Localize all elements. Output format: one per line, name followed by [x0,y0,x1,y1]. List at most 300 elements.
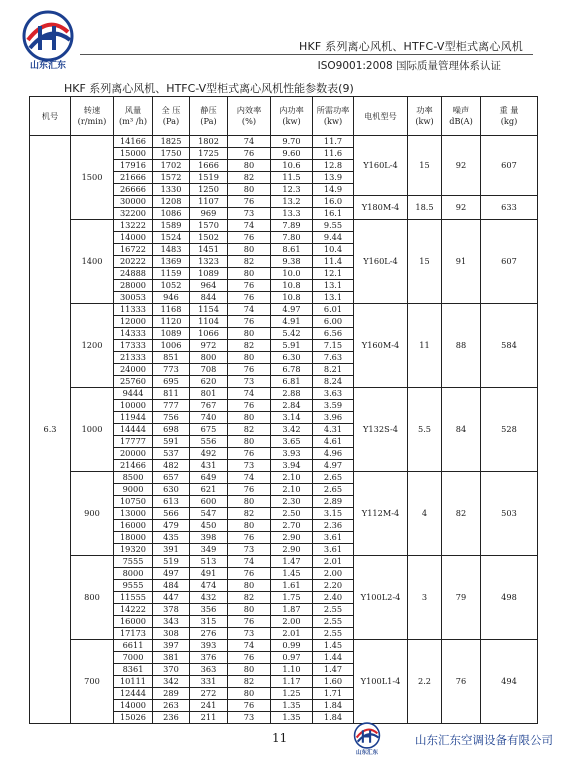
table-row [30,388,538,400]
data-cell: 621 [190,484,228,496]
data-cell: 1.35 [271,700,313,712]
data-cell: 211 [190,712,228,724]
data-cell: 811 [153,388,190,400]
data-cell: 73 [228,208,271,220]
data-cell: 80 [228,160,271,172]
data-cell: 698 [153,424,190,436]
data-cell: 32200 [114,208,153,220]
data-cell: 80 [228,664,271,676]
speed-cell: 1000 [71,388,114,472]
data-cell: 356 [190,604,228,616]
data-cell: 76 [228,484,271,496]
data-cell: 8.61 [271,244,313,256]
col-internal-eff: 内效率 (%) [228,97,271,136]
data-cell: 740 [190,412,228,424]
data-cell: 13222 [114,220,153,232]
data-cell: 8.24 [313,376,354,388]
header-title: HKF 系列离心风机、HTFC-V型柜式离心风机 [299,40,523,53]
data-cell: 80 [228,244,271,256]
data-cell: 1168 [153,304,190,316]
data-cell: 844 [190,292,228,304]
data-cell: 432 [190,592,228,604]
data-cell: 6.56 [313,328,354,340]
machine-no-cell: 6.3 [30,136,71,724]
data-cell: 21666 [114,172,153,184]
data-cell: 2.89 [313,496,354,508]
motor-cell: Y112M-4 [354,472,408,556]
data-cell: 2.65 [313,472,354,484]
data-cell: 9444 [114,388,153,400]
data-cell: 76 [228,400,271,412]
data-cell: 80 [228,436,271,448]
data-cell: 657 [153,472,190,484]
data-cell: 73 [228,376,271,388]
table-row [30,640,538,652]
data-cell: 7.80 [271,232,313,244]
data-cell: 1330 [153,184,190,196]
data-cell: 30000 [114,196,153,208]
data-cell: 2.00 [271,616,313,628]
motor-cell: Y160L-4 [354,136,408,196]
weight-cell: 633 [481,196,538,220]
data-cell: 80 [228,688,271,700]
data-cell: 16.1 [313,208,354,220]
col-internal-power: 内功率 (kw) [271,97,313,136]
company-logo-icon [20,10,76,64]
data-cell: 9000 [114,484,153,496]
data-cell: 5.91 [271,340,313,352]
data-cell: 1.87 [271,604,313,616]
power-cell: 11 [408,304,442,388]
data-cell: 566 [153,508,190,520]
data-cell: 11.4 [313,256,354,268]
data-cell: 4.91 [271,316,313,328]
data-cell: 80 [228,352,271,364]
data-cell: 76 [228,700,271,712]
data-cell: 556 [190,436,228,448]
data-cell: 2.55 [313,616,354,628]
data-cell: 1052 [153,280,190,292]
table-row [30,304,538,316]
data-cell: 331 [190,676,228,688]
power-cell: 2.2 [408,640,442,724]
data-cell: 4.97 [313,460,354,472]
data-cell: 7.15 [313,340,354,352]
data-cell: 2.70 [271,520,313,532]
data-cell: 11333 [114,304,153,316]
data-cell: 6.81 [271,376,313,388]
data-cell: 447 [153,592,190,604]
data-cell: 74 [228,136,271,148]
data-cell: 10.0 [271,268,313,280]
data-cell: 19320 [114,544,153,556]
speed-cell: 900 [71,472,114,556]
noise-cell: 84 [442,388,481,472]
data-cell: 76 [228,232,271,244]
data-cell: 82 [228,256,271,268]
data-cell: 1.75 [271,592,313,604]
footer-logo-text: 山东汇东 [355,750,378,756]
weight-cell: 503 [481,472,538,556]
data-cell: 1.71 [313,688,354,700]
data-cell: 12.1 [313,268,354,280]
page-number: 11 [272,731,288,745]
data-cell: 9.44 [313,232,354,244]
data-cell: 1104 [190,316,228,328]
data-cell: 25760 [114,376,153,388]
data-cell: 484 [153,580,190,592]
data-cell: 497 [153,568,190,580]
data-cell: 349 [190,544,228,556]
data-cell: 7000 [114,652,153,664]
data-cell: 16000 [114,520,153,532]
data-cell: 972 [190,340,228,352]
data-cell: 519 [153,556,190,568]
data-cell: 1.84 [313,700,354,712]
noise-cell: 92 [442,196,481,220]
data-cell: 964 [190,280,228,292]
data-cell: 773 [153,364,190,376]
data-cell: 13.3 [271,208,313,220]
data-cell: 1.84 [313,712,354,724]
data-cell: 1208 [153,196,190,208]
data-cell: 18000 [114,532,153,544]
data-cell: 14444 [114,424,153,436]
weight-cell: 607 [481,136,538,196]
data-cell: 1.45 [271,568,313,580]
data-cell: 1825 [153,136,190,148]
col-power: 功率 (kw) [408,97,442,136]
col-noise: 噪声 dB(A) [442,97,481,136]
data-cell: 11.5 [271,172,313,184]
data-cell: 3.15 [313,508,354,520]
data-cell: 2.30 [271,496,313,508]
data-cell: 76 [228,316,271,328]
data-cell: 9.38 [271,256,313,268]
data-cell: 1089 [153,328,190,340]
power-cell: 5.5 [408,388,442,472]
data-cell: 695 [153,376,190,388]
data-cell: 17173 [114,628,153,640]
data-cell: 76 [228,148,271,160]
data-cell: 2.55 [313,628,354,640]
weight-cell: 528 [481,388,538,472]
noise-cell: 82 [442,472,481,556]
data-cell: 1483 [153,244,190,256]
power-cell: 18.5 [408,196,442,220]
data-cell: 7.63 [313,352,354,364]
data-cell: 513 [190,556,228,568]
data-cell: 10750 [114,496,153,508]
data-cell: 2.20 [313,580,354,592]
data-cell: 1006 [153,340,190,352]
data-cell: 391 [153,544,190,556]
data-cell: 946 [153,292,190,304]
data-cell: 236 [153,712,190,724]
motor-cell: Y100L2-4 [354,556,408,640]
data-cell: 1570 [190,220,228,232]
data-cell: 1572 [153,172,190,184]
data-cell: 17916 [114,160,153,172]
data-cell: 2.65 [313,484,354,496]
data-cell: 11944 [114,412,153,424]
power-cell: 15 [408,136,442,196]
performance-table [29,96,538,724]
data-cell: 801 [190,388,228,400]
data-cell: 1.10 [271,664,313,676]
data-cell: 12444 [114,688,153,700]
data-cell: 9555 [114,580,153,592]
col-weight: 重 量 (kg) [481,97,538,136]
data-cell: 2.88 [271,388,313,400]
data-cell: 9.55 [313,220,354,232]
data-cell: 73 [228,712,271,724]
data-cell: 800 [190,352,228,364]
noise-cell: 88 [442,304,481,388]
data-cell: 2.10 [271,484,313,496]
data-cell: 1.45 [313,640,354,652]
data-cell: 8500 [114,472,153,484]
col-total-pressure: 全 压 (Pa) [153,97,190,136]
motor-cell: Y160L-4 [354,220,408,304]
data-cell: 80 [228,520,271,532]
data-cell: 8000 [114,568,153,580]
weight-cell: 494 [481,640,538,724]
data-cell: 14166 [114,136,153,148]
col-required-power: 所需功率 (kw) [313,97,354,136]
data-cell: 0.99 [271,640,313,652]
data-cell: 82 [228,676,271,688]
data-cell: 16.0 [313,196,354,208]
data-cell: 13.9 [313,172,354,184]
data-cell: 1369 [153,256,190,268]
data-cell: 17777 [114,436,153,448]
data-cell: 2.00 [313,568,354,580]
table-body [30,136,538,724]
data-cell: 10.6 [271,160,313,172]
data-cell: 491 [190,568,228,580]
data-cell: 1.25 [271,688,313,700]
data-cell: 1323 [190,256,228,268]
data-cell: 2.90 [271,544,313,556]
data-cell: 3.14 [271,412,313,424]
data-cell: 16000 [114,616,153,628]
data-cell: 2.36 [313,520,354,532]
weight-cell: 584 [481,304,538,388]
data-cell: 1089 [190,268,228,280]
header-divider [80,54,533,55]
data-cell: 15026 [114,712,153,724]
data-cell: 80 [228,184,271,196]
data-cell: 393 [190,640,228,652]
speed-cell: 1500 [71,136,114,220]
table-header-row [30,97,538,136]
data-cell: 6.30 [271,352,313,364]
motor-cell: Y100L1-4 [354,640,408,724]
data-cell: 80 [228,412,271,424]
data-cell: 1.47 [271,556,313,568]
data-cell: 363 [190,664,228,676]
data-cell: 2.40 [313,592,354,604]
data-cell: 82 [228,340,271,352]
data-cell: 600 [190,496,228,508]
data-cell: 4.97 [271,304,313,316]
data-cell: 10000 [114,400,153,412]
company-name: 山东汇东空调设备有限公司 [415,733,553,747]
data-cell: 1519 [190,172,228,184]
data-cell: 370 [153,664,190,676]
data-cell: 450 [190,520,228,532]
data-cell: 435 [153,532,190,544]
noise-cell: 76 [442,640,481,724]
data-cell: 76 [228,196,271,208]
data-cell: 6611 [114,640,153,652]
data-cell: 73 [228,544,271,556]
data-cell: 1.47 [313,664,354,676]
data-cell: 13000 [114,508,153,520]
data-cell: 76 [228,652,271,664]
power-cell: 4 [408,472,442,556]
data-cell: 9.60 [271,148,313,160]
data-cell: 13.2 [271,196,313,208]
data-cell: 10.8 [271,280,313,292]
data-cell: 675 [190,424,228,436]
data-cell: 397 [153,640,190,652]
data-cell: 315 [190,616,228,628]
data-cell: 80 [228,604,271,616]
table-row [30,472,538,484]
data-cell: 241 [190,700,228,712]
data-cell: 3.61 [313,532,354,544]
data-cell: 26666 [114,184,153,196]
data-cell: 1.61 [271,580,313,592]
data-cell: 1524 [153,232,190,244]
data-cell: 8.21 [313,364,354,376]
data-cell: 10.4 [313,244,354,256]
power-cell: 3 [408,556,442,640]
data-cell: 76 [228,568,271,580]
data-cell: 1250 [190,184,228,196]
data-cell: 74 [228,388,271,400]
data-cell: 73 [228,628,271,640]
data-cell: 20222 [114,256,153,268]
data-cell: 10.8 [271,292,313,304]
data-cell: 5.42 [271,328,313,340]
data-cell: 21333 [114,352,153,364]
data-cell: 24000 [114,364,153,376]
footer-logo-icon [352,722,382,750]
col-static-pressure: 静压 (Pa) [190,97,228,136]
weight-cell: 607 [481,220,538,304]
data-cell: 289 [153,688,190,700]
data-cell: 2.90 [271,532,313,544]
data-cell: 24888 [114,268,153,280]
data-cell: 3.65 [271,436,313,448]
data-cell: 2.01 [271,628,313,640]
data-cell: 2.01 [313,556,354,568]
data-cell: 431 [190,460,228,472]
data-cell: 492 [190,448,228,460]
data-cell: 74 [228,304,271,316]
data-cell: 74 [228,556,271,568]
data-cell: 613 [153,496,190,508]
table-title: HKF 系列离心风机、HTFC-V型柜式离心风机性能参数表(9) [64,82,354,95]
data-cell: 3.61 [313,544,354,556]
data-cell: 3.63 [313,388,354,400]
data-cell: 74 [228,220,271,232]
data-cell: 28000 [114,280,153,292]
data-cell: 1.17 [271,676,313,688]
data-cell: 76 [228,448,271,460]
data-cell: 15000 [114,148,153,160]
data-cell: 6.01 [313,304,354,316]
data-cell: 17333 [114,340,153,352]
data-cell: 474 [190,580,228,592]
data-cell: 1.35 [271,712,313,724]
data-cell: 80 [228,328,271,340]
data-cell: 82 [228,592,271,604]
data-cell: 2.84 [271,400,313,412]
data-cell: 479 [153,520,190,532]
data-cell: 30053 [114,292,153,304]
data-cell: 11.6 [313,148,354,160]
data-cell: 2.10 [271,472,313,484]
data-cell: 82 [228,424,271,436]
data-cell: 14000 [114,232,153,244]
data-cell: 7.89 [271,220,313,232]
data-cell: 14222 [114,604,153,616]
data-cell: 2.50 [271,508,313,520]
table-row [30,220,538,232]
data-cell: 74 [228,472,271,484]
data-cell: 76 [228,364,271,376]
data-cell: 9.70 [271,136,313,148]
noise-cell: 79 [442,556,481,640]
data-cell: 21466 [114,460,153,472]
data-cell: 3.94 [271,460,313,472]
data-cell: 767 [190,400,228,412]
power-cell: 15 [408,220,442,304]
col-speed: 转速 (r/min) [71,97,114,136]
data-cell: 547 [190,508,228,520]
data-cell: 16722 [114,244,153,256]
speed-cell: 1200 [71,304,114,388]
col-flow: 风量 (m³ /h) [114,97,153,136]
data-cell: 76 [228,616,271,628]
data-cell: 1802 [190,136,228,148]
data-cell: 381 [153,652,190,664]
data-cell: 777 [153,400,190,412]
data-cell: 82 [228,172,271,184]
data-cell: 4.96 [313,448,354,460]
data-cell: 1666 [190,160,228,172]
table-row [30,556,538,568]
col-model: 机号 [30,97,71,136]
data-cell: 1159 [153,268,190,280]
data-cell: 13.1 [313,280,354,292]
data-cell: 308 [153,628,190,640]
data-cell: 708 [190,364,228,376]
data-cell: 1750 [153,148,190,160]
motor-cell: Y132S-4 [354,388,408,472]
data-cell: 2.55 [313,604,354,616]
data-cell: 1725 [190,148,228,160]
table-row [30,136,538,148]
data-cell: 969 [190,208,228,220]
data-cell: 6.78 [271,364,313,376]
data-cell: 14.9 [313,184,354,196]
data-cell: 13.1 [313,292,354,304]
